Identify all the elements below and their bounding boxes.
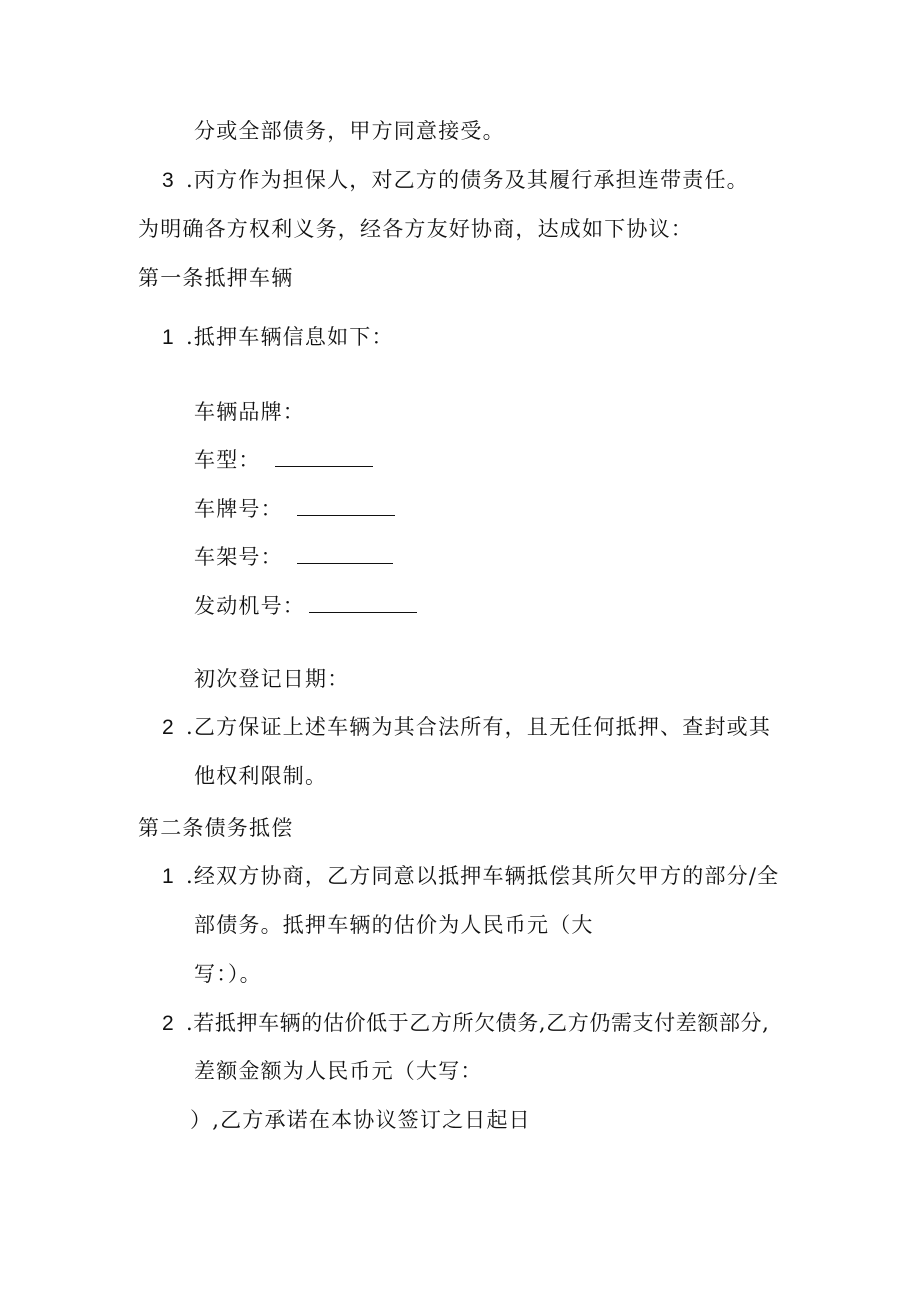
item-number: 2 bbox=[162, 1012, 175, 1035]
list-item-3 bbox=[162, 166, 749, 195]
field-vehicle-model bbox=[194, 446, 373, 474]
paragraph-line: ）,乙方承诺在本协议签订之日起日 bbox=[190, 1108, 531, 1132]
paragraph-line: 分或全部债务，甲方同意接受。 bbox=[194, 119, 505, 143]
item-text: .经双方协商，乙方同意以抵押车辆抵偿其所欠甲方的部分/全 bbox=[186, 864, 780, 888]
item-text: .乙方保证上述车辆为其合法所有，且无任何抵押、查封或其 bbox=[186, 715, 772, 739]
field-label: 初次登记日期： bbox=[194, 667, 350, 691]
paragraph-line: 写：）。 bbox=[194, 962, 262, 986]
paragraph-line: 为明确各方权利义务，经各方友好协商，达成如下协议： bbox=[138, 217, 693, 241]
list-item-1 bbox=[162, 323, 394, 352]
paragraph-line: 差额金额为人民币元（大写： bbox=[194, 1059, 483, 1083]
item-number: 3 bbox=[162, 169, 175, 192]
paragraph-line: 他权利限制。 bbox=[194, 764, 328, 788]
field-vehicle-brand bbox=[194, 398, 305, 426]
field-plate-number bbox=[194, 495, 395, 523]
fill-blank-line bbox=[275, 448, 373, 467]
article-2-heading: 第二条债务抵偿 bbox=[138, 816, 294, 840]
list-item-2 bbox=[162, 1009, 769, 1038]
list-item-1 bbox=[162, 862, 779, 891]
item-number: 1 bbox=[162, 326, 175, 349]
field-label: 车辆品牌： bbox=[194, 400, 305, 424]
field-label: 车型： bbox=[194, 448, 261, 472]
field-frame-number bbox=[194, 543, 393, 571]
field-label: 车架号： bbox=[194, 545, 283, 569]
field-label: 发动机号： bbox=[194, 594, 305, 618]
item-text: .抵押车辆信息如下： bbox=[186, 325, 394, 349]
fill-blank-line bbox=[297, 545, 393, 564]
item-text: .若抵押车辆的估价低于乙方所欠债务,乙方仍需支付差额部分, bbox=[186, 1011, 770, 1035]
item-number: 2 bbox=[162, 716, 175, 739]
item-text: .丙方作为担保人，对乙方的债务及其履行承担连带责任。 bbox=[186, 168, 749, 192]
list-item-2 bbox=[162, 713, 771, 742]
field-first-registration-date bbox=[194, 665, 349, 693]
item-number: 1 bbox=[162, 865, 175, 888]
fill-blank-line bbox=[309, 594, 417, 613]
field-engine-number bbox=[194, 592, 417, 620]
paragraph-line: 部债务。抵押车辆的估价为人民币元（大 bbox=[194, 913, 594, 937]
field-label: 车牌号： bbox=[194, 497, 283, 521]
article-1-heading: 第一条抵押车辆 bbox=[138, 266, 294, 290]
fill-blank-line bbox=[297, 497, 395, 516]
